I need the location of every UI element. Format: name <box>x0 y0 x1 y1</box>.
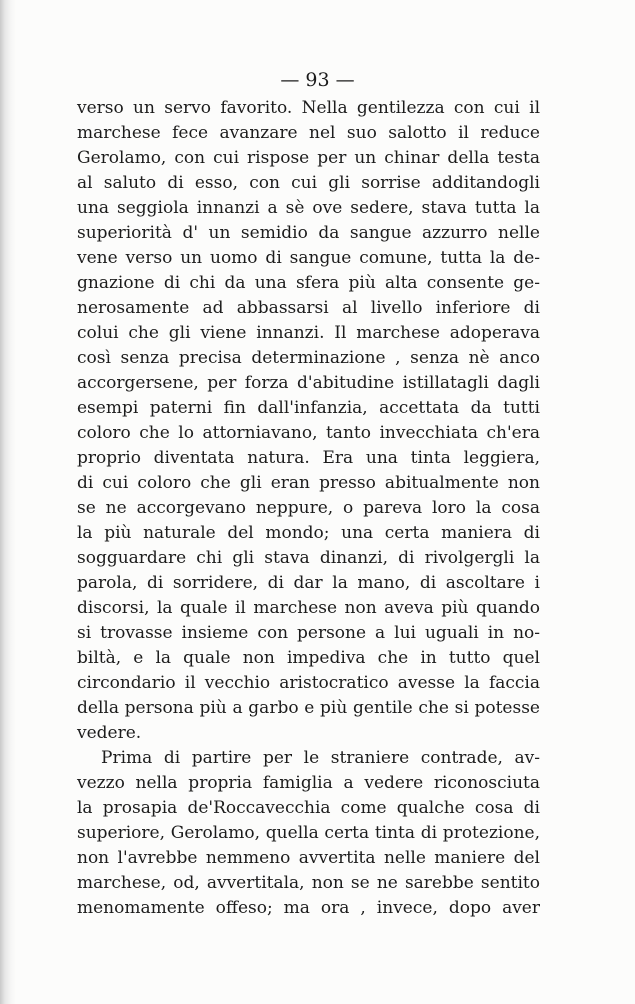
text-line: vene verso un uomo di sangue comune, tutta la de- <box>77 248 540 268</box>
text-line: la prosapia de'Roccavecchia come qualche cosa di <box>77 798 540 818</box>
text-line: sogguardare chi gli stava dinanzi, di rivolgergli la <box>77 548 540 568</box>
page-number: — 93 — <box>280 69 355 91</box>
text-line: biltà, e la quale non impediva che in tutto quel <box>77 648 540 668</box>
text-line: della persona più a garbo e più gentile che si potesse <box>77 698 540 718</box>
text-line: la più naturale del mondo; una certa maniera di <box>77 523 540 543</box>
text-line: Gerolamo, con cui rispose per un chinar della testa <box>77 148 540 168</box>
text-line: circondario il vecchio aristocratico avesse la faccia <box>77 673 540 693</box>
text-line: verso un servo favorito. Nella gentilezza con cui il <box>77 98 540 118</box>
text-line: se ne accorgevano neppure, o pareva loro la cosa <box>77 498 540 518</box>
text-line: discorsi, la quale il marchese non aveva più quando <box>77 598 540 618</box>
text-line: una seggiola innanzi a sè ove sedere, stava tutta la <box>77 198 540 218</box>
text-line: marchese, od, avvertitala, non se ne sarebbe sentito <box>77 873 540 893</box>
text-line: esempi paterni fin dall'infanzia, accettata da tutti <box>77 398 540 418</box>
text-line: si trovasse insieme con persone a lui uguali in no- <box>77 623 540 643</box>
text-line: coloro che lo attorniavano, tanto invecchiata ch'era <box>77 423 540 443</box>
text-line: non l'avrebbe nemmeno avvertita nelle maniere del <box>77 848 540 868</box>
text-line: colui che gli viene innanzi. Il marchese adoperava <box>77 323 540 343</box>
text-line: superiore, Gerolamo, quella certa tinta di protezione, <box>77 823 540 843</box>
text-line: di cui coloro che gli eran presso abitualmente non <box>77 473 540 493</box>
text-line: proprio diventata natura. Era una tinta leggiera, <box>77 448 540 468</box>
page-text <box>77 96 540 921</box>
text-line: accorgersene, per forza d'abitudine istillatagli dagli <box>77 373 540 393</box>
text-line: gnazione di chi da una sfera più alta consente ge- <box>77 273 540 293</box>
text-line: menomamente offeso; ma ora , invece, dopo aver <box>77 898 540 918</box>
text-line: così senza precisa determinazione , senza nè anco <box>77 348 540 368</box>
text-line: vedere. <box>77 723 142 743</box>
text-line: parola, di sorridere, di dar la mano, di ascoltare i <box>77 573 540 593</box>
text-line: vezzo nella propria famiglia a vedere riconosciuta <box>77 773 540 793</box>
text-line: superiorità d' un semidio da sangue azzurro nelle <box>77 223 540 243</box>
text-line: al saluto di esso, con cui gli sorrise additandogli <box>77 173 540 193</box>
text-line: marchese fece avanzare nel suo salotto il reduce <box>77 123 540 143</box>
text-line: nerosamente ad abbassarsi al livello inferiore di <box>77 298 540 318</box>
text-line: Prima di partire per le straniere contrade, av- <box>101 748 540 768</box>
page-binding-shadow <box>0 0 16 1004</box>
